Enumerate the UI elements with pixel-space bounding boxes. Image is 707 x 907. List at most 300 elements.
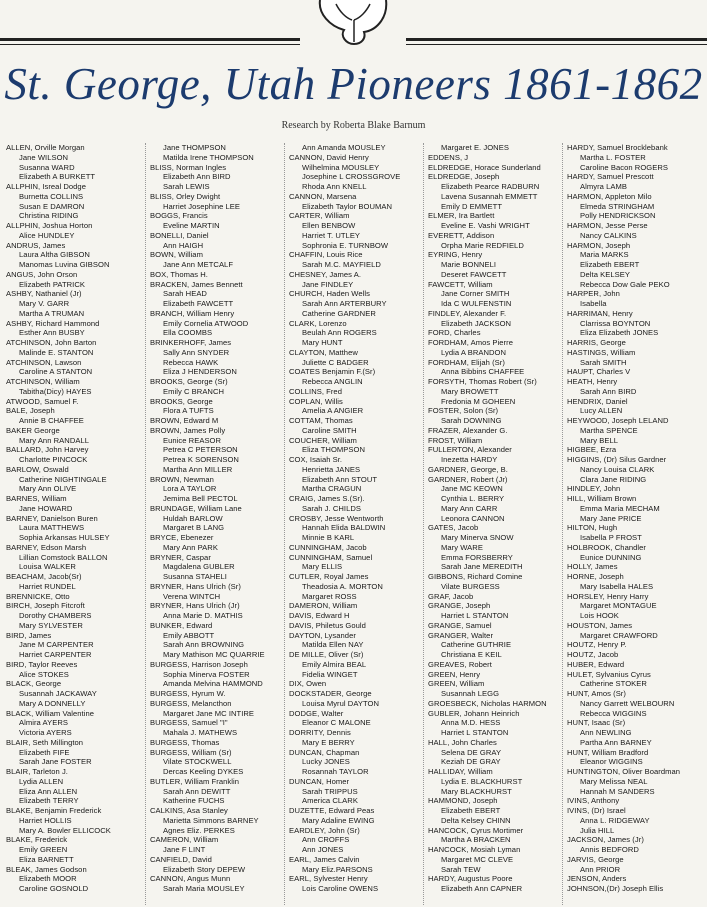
pioneer-entry: HARMON, Appleton Milo (567, 191, 652, 201)
pioneer-entry: HARPER, John (567, 289, 620, 299)
pioneer-entry: ANGUS, John Orson (6, 269, 78, 279)
spouse-entry: Mary SYLVESTER (19, 620, 83, 630)
page-title: St. George, Utah Pioneers 1861-1862 (4, 59, 703, 109)
spouse-entry: Eleanor C MALONE (302, 718, 371, 728)
spouse-entry: Keziah DE GRAY (441, 757, 501, 767)
spouse-entry: Anna Marie D. MATHIS (163, 611, 243, 620)
pioneer-entry: HOLBROOK, Chandler (567, 542, 646, 552)
spouse-entry: Sarah J. CHILDS (302, 503, 361, 513)
spouse-entry: Sarah Jane MEREDITH (441, 562, 523, 572)
spouse-entry: Martha A TRUMAN (19, 308, 85, 318)
pioneer-entry: BLACK, William Valentine (6, 708, 94, 718)
spouse-entry: Harriet HOLLIS (19, 815, 72, 825)
spouse-entry: Verena WINTCH (163, 591, 221, 601)
pioneer-entry: COTTAM, Thomas (289, 416, 353, 425)
header-rule-left-thin (0, 44, 300, 45)
spouse-entry: Martha A BRACKEN (441, 835, 511, 845)
spouse-entry: Delta KELSEY (580, 269, 630, 279)
pioneer-entry: COLLINS, Fred (289, 386, 342, 396)
pioneer-entry: BLAKE, Benjamin Frederick (6, 806, 102, 815)
pioneer-entry: COX, Isaiah Sr. (289, 455, 343, 464)
spouse-entry: Mary Minerva SNOW (441, 533, 514, 542)
pioneer-entry: DORRITY, Dennis (289, 728, 351, 737)
pioneer-entry: HARDY, Samuel Brocklebank (567, 143, 668, 152)
spouse-entry: Margaret MONTAGUE (580, 601, 657, 611)
spouse-entry: Anna M.D. HESS (441, 718, 501, 728)
spouse-entry: Jane Corner SMITH (441, 289, 510, 299)
spouse-entry: Mary ELLIS (302, 562, 343, 572)
pioneer-entry: BROOKS, George (150, 396, 213, 406)
spouse-entry: Annis BEDFORD (580, 845, 639, 854)
spouse-entry: Clara Jane RIDING (580, 474, 647, 484)
spouse-entry: Maria MARKS (580, 250, 629, 260)
spouse-entry: Juliette C BADGER (302, 357, 369, 367)
spouse-entry: Elizabeth FAWCETT (163, 299, 234, 308)
spouse-entry: Ann CROFFS (302, 835, 350, 845)
spouse-entry: Ida C WULFENSTIN (441, 299, 512, 308)
spouse-entry: Margaret Jane MC INTIRE (163, 708, 255, 718)
spouse-entry: Jane M CARPENTER (19, 640, 94, 650)
spouse-entry: Mary Ann CARR (441, 503, 498, 513)
pioneer-entry: BUTLER, William Franklin (150, 776, 239, 786)
spouse-entry: Catherine NIGHTINGALE (19, 474, 107, 484)
pioneer-entry: ATWOOD, Samuel F. (6, 396, 79, 406)
pioneer-entry: HORNE, Joseph (567, 572, 624, 581)
pioneer-entry: BOGGS, Francis (150, 211, 208, 221)
spouse-entry: Dorothy CHAMBERS (19, 611, 92, 620)
pioneer-entry: DUZETTE, Edward Peas (289, 806, 375, 815)
spouse-entry: Margaret MC CLEVE (441, 854, 514, 864)
spouse-entry: Harriet L STANTON (441, 611, 509, 620)
spouse-entry: Sarah Ann BIRD (580, 386, 637, 396)
header-rule-right (406, 38, 707, 41)
spouse-entry: Emily Almira BEAL (302, 659, 367, 669)
spouse-entry: Vilate BURGESS (441, 581, 500, 591)
pioneer-entry: COPLAN, Willis (289, 396, 343, 406)
spouse-entry: Delta Kelsey CHINN (441, 815, 511, 825)
spouse-entry: Mary BROWETT (441, 386, 499, 396)
pioneer-entry: CALKINS, Asa Stanley (150, 806, 228, 815)
spouse-entry: Nancy CALKINS (580, 230, 637, 240)
pioneer-column (562, 143, 701, 905)
pioneer-entry: IVINS, Anthony (567, 796, 620, 806)
spouse-entry: Martha Ann MILLER (163, 464, 233, 474)
spouse-entry: Emily Cornelia ATWOOD (163, 318, 249, 328)
pioneer-entry: GIBBONS, Richard Comine (428, 572, 523, 581)
spouse-entry: Sarah TRIPPUS (302, 786, 358, 796)
spouse-entry: Ellen BENBOW (302, 221, 356, 230)
spouse-entry: Mary BLACKHURST (441, 786, 512, 796)
cotton-boll-icon (300, 0, 406, 50)
spouse-entry: Sarah Jane FOSTER (19, 757, 92, 767)
spouse-entry: Tabitha(Dicy) HAYES (19, 386, 92, 396)
pioneer-entry: BARNES, William (6, 494, 67, 503)
spouse-entry: Magdalena GUBLER (163, 562, 235, 572)
pioneer-entry: CUNNINGHAM, Samuel (289, 552, 373, 562)
pioneer-entry: HIGGINS, (Dr) Silus Gardner (567, 455, 667, 464)
pioneer-entry: HARDY, Samuel Prescott (567, 172, 654, 182)
spouse-entry: Almyra LAMB (580, 182, 627, 191)
spouse-entry: Mary HUNT (302, 338, 343, 347)
spouse-entry: Eveline E. Vashi WRIGHT (441, 221, 530, 230)
pioneer-entry: CLARK, Lorenzo (289, 318, 347, 328)
spouse-entry: Margaret ROSS (302, 591, 357, 601)
spouse-entry: Eliza Ann ALLEN (19, 786, 78, 796)
pioneer-entry: FULLERTON, Alexander (428, 445, 512, 455)
pioneer-entry: BRYNER, Hans Ulrich (Sr) (150, 581, 241, 591)
spouse-entry: Lois Caroline OWENS (302, 884, 379, 893)
pioneer-entry: CRAIG, James S.(Sr). (289, 494, 365, 503)
spouse-entry: Harriet CARPENTER (19, 650, 92, 659)
spouse-entry: Ann NEWLING (580, 728, 632, 737)
pioneer-entry: GRANGER, Walter (428, 630, 494, 640)
pioneer-entry: FOSTER, Solon (Sr) (428, 406, 499, 416)
spouse-entry: Elizabeth Ann CAPNER (441, 884, 523, 893)
spouse-entry: Elizabeth PATRICK (19, 279, 85, 289)
spouse-entry: Mary Mathison MC QUARRIE (163, 650, 265, 659)
pioneer-entry: HEYWOOD, Joseph LELAND (567, 416, 669, 425)
pioneer-entry: FORDHAM, Elijah (Sr) (428, 357, 505, 367)
spouse-entry: Martha SPENCE (580, 425, 638, 435)
spouse-entry: Christiana E KEIL (441, 650, 502, 659)
pioneer-entry: BALLARD, John Harvey (6, 445, 89, 455)
spouse-entry: Ann PRIOR (580, 864, 621, 874)
spouse-entry: Lucy ALLEN (580, 406, 623, 416)
pioneer-entry: BIRD, James (6, 630, 52, 640)
spouse-entry: Eliza Elizabeth JONES (580, 328, 659, 338)
spouse-entry: Margaret E. JONES (441, 143, 509, 152)
pioneer-entry: HOLLY, James (567, 562, 618, 572)
pioneer-entry: GUBLER, Johann Heinrich (428, 708, 520, 718)
pioneer-entry: COATES Benjamin F.(Sr) (289, 367, 376, 377)
pioneer-entry: JARVIS, George (567, 854, 624, 864)
spouse-entry: Emily D EMMETT (441, 201, 503, 211)
pioneer-entry: BEACHAM, Jacob(Sr) (6, 572, 82, 581)
spouse-entry: Lillian Comstock BALLON (19, 552, 108, 562)
pioneer-entry: HANCOCK, Mosiah Lyman (428, 845, 521, 854)
pioneer-entry: HUBER, Edward (567, 659, 625, 669)
pioneer-entry: BARNEY, Edson Marsh (6, 542, 87, 552)
pioneer-entry: BOX, Thomas H. (150, 269, 208, 279)
spouse-entry: Jane WILSON (19, 152, 69, 162)
pioneer-entry: CUNNINGHAM, Jacob (289, 542, 367, 552)
page-subtitle: Research by Roberta Blake Barnum (281, 120, 426, 131)
pioneer-entry: ASHBY, Nathaniel (Jr) (6, 289, 82, 299)
pioneer-entry: BLAKE, Frederick (6, 835, 68, 845)
pioneer-entry: CHESNEY, James A. (289, 269, 362, 279)
spouse-entry: Mary A DONNELLY (19, 698, 86, 708)
spouse-entry: Jane HOWARD (19, 503, 73, 513)
spouse-entry: Sally Ann SNYDER (163, 347, 230, 357)
pioneer-entry: HUNT, Amos (Sr) (567, 689, 626, 698)
spouse-entry: Anna Bibbins CHAFFEE (441, 367, 525, 377)
pioneer-entry: EDDENS, J (428, 152, 469, 162)
spouse-entry: Marietta Simmons BARNEY (163, 815, 259, 825)
pioneer-entry: ELDREDGE, Joseph (428, 172, 500, 182)
pioneer-entry: HOUTZ, Henry P. (567, 640, 627, 650)
pioneer-entry: FROST, William (428, 435, 483, 445)
pioneer-entry: BURGESS, Samuel "I" (150, 718, 228, 728)
pioneer-entry: FINDLEY, Alexander F. (428, 308, 507, 318)
spouse-entry: Harriet L STANTON (441, 728, 509, 737)
pioneer-entry: FORSYTH, Thomas Robert (Sr) (428, 377, 537, 386)
spouse-entry: Catherine GARDNER (302, 308, 376, 318)
pioneer-entry: BAKER George (6, 425, 60, 435)
pioneer-entry: CANNON, David Henry (289, 152, 369, 162)
pioneer-entry: GRANGE, Joseph (428, 601, 491, 611)
pioneer-entry: DUNCAN, Chapman (289, 747, 360, 757)
spouse-entry: Emily ABBOTT (163, 630, 215, 640)
spouse-entry: Josephine L CROSSGROVE (302, 172, 401, 182)
header-rule-left (0, 38, 300, 41)
spouse-entry: Emma Maria MECHAM (580, 503, 660, 513)
spouse-entry: America CLARK (302, 796, 358, 806)
spouse-entry: Jane MC KEOWN (441, 484, 503, 494)
pioneer-entry: BRYNER, Hans Ulrich (Jr) (150, 601, 240, 611)
spouse-entry: Flora A TUFTS (163, 406, 214, 416)
spouse-entry: Agnes Eliz. PERKES (163, 825, 235, 835)
spouse-entry: Fidelia WINGET (302, 669, 358, 679)
spouse-entry: Margaret CRAWFORD (580, 630, 658, 640)
pioneer-entry: ATCHINSON, Lawson (6, 357, 82, 367)
pioneer-entry: JENSON, Anders (567, 874, 627, 884)
spouse-entry: Fredonia M GOHEEN (441, 396, 516, 406)
spouse-entry: Christina RIDING (19, 211, 79, 221)
pioneer-entry: BURGESS, William (Sr) (150, 747, 232, 757)
pioneer-entry: IVINS, (Dr) Israel (567, 806, 626, 815)
spouse-entry: Leonora CANNON (441, 513, 505, 523)
spouse-entry: Rebecca ANGLIN (302, 377, 363, 386)
spouse-entry: Clarrissa BOYNTON (580, 318, 651, 328)
pioneer-entry: DAYTON, Lysander (289, 630, 356, 640)
spouse-entry: Margaret B LANG (163, 523, 225, 533)
pioneer-entry: HALLIDAY, William (428, 767, 493, 776)
pioneer-entry: EARDLEY, John (Sr) (289, 825, 360, 835)
pioneer-entry: CUTLER, Royal James (289, 572, 369, 581)
spouse-entry: Mary V. GARR (19, 299, 70, 308)
pioneer-entry: GREAVES, Robert (428, 659, 492, 669)
spouse-entry: Elizabeth FIFE (19, 747, 70, 757)
pioneer-entry: ATCHINSON, John Barton (6, 338, 97, 347)
spouse-entry: Catherine GUTHRIE (441, 640, 512, 650)
pioneer-entry: BARLOW, Oswald (6, 464, 69, 474)
spouse-entry: Isabella P FROST (580, 533, 642, 542)
spouse-entry: Mary Adaline EWING (302, 815, 375, 825)
pioneer-entry: BIRCH, Joseph Fitcroft (6, 601, 85, 611)
pioneer-entry: FAWCETT, William (428, 279, 493, 289)
pioneer-entry: ATCHINSON, William (6, 377, 80, 386)
spouse-entry: Nancy Louisa CLARK (580, 464, 655, 474)
spouse-entry: Polly HENDRICKSON (580, 211, 656, 221)
spouse-entry: Caroline A STANTON (19, 367, 93, 377)
pioneer-entry: DIX, Owen (289, 679, 327, 689)
spouse-entry: Susan E DAMRON (19, 201, 85, 211)
pioneer-entry: ASHBY, Richard Hammond (6, 318, 100, 328)
spouse-entry: Eunice REASOR (163, 435, 222, 445)
pioneer-entry: HILL, William Brown (567, 494, 637, 503)
pioneer-entry: HEATH, Henry (567, 377, 618, 386)
pioneer-entry: ELDREDGE, Horace Sunderland (428, 162, 541, 172)
spouse-entry: Vilate STOCKWELL (163, 757, 232, 767)
pioneer-entry: BURGESS, Thomas (150, 737, 220, 747)
spouse-entry: Matilda Irene THOMPSON (163, 152, 254, 162)
spouse-entry: Lucky JONES (302, 757, 350, 767)
pioneer-entry: DAMERON, William (289, 601, 358, 611)
pioneer-entry: EARL, James Calvin (289, 854, 360, 864)
spouse-entry: Eliza THOMPSON (302, 445, 366, 455)
pioneer-entry: HORSLEY, Henry Harry (567, 591, 649, 601)
pioneer-entry: DAVIS, Edward H (289, 611, 350, 620)
spouse-entry: Sarah LEWIS (163, 182, 210, 191)
spouse-entry: Harriet RUNDEL (19, 581, 76, 591)
pioneer-entry: JACKSON, James (Jr) (567, 835, 644, 845)
spouse-entry: Sophia Minerva FOSTER (163, 669, 250, 679)
pioneer-entry: BOWN, William (150, 250, 203, 260)
spouse-entry: Annie B CHAFFEE (19, 416, 84, 425)
spouse-entry: Burnetta COLLINS (19, 191, 84, 201)
pioneer-entry: HARMON, Joseph (567, 240, 631, 250)
pioneer-entry: CLAYTON, Matthew (289, 347, 358, 357)
pioneer-entry: HARDY, Augustus Poore (428, 874, 513, 884)
spouse-entry: Eleanor WIGGINS (580, 757, 643, 767)
spouse-entry: Huldah BARLOW (163, 513, 223, 523)
spouse-entry: Victoria AYERS (19, 728, 72, 737)
spouse-entry: Alice STOKES (19, 669, 69, 679)
pioneer-entry: HUNTINGTON, Oliver Boardman (567, 767, 681, 776)
pioneer-column (6, 143, 145, 905)
spouse-entry: Ann JONES (302, 845, 344, 854)
pioneer-entry: BLISS, Orley Dwight (150, 191, 221, 201)
pioneer-entry: FORDHAM, Amos Pierre (428, 338, 513, 347)
spouse-entry: Caroline SMITH (302, 425, 357, 435)
spouse-entry: Minnie B KARL (302, 533, 355, 542)
spouse-entry: Sarah DOWNING (441, 416, 502, 425)
spouse-entry: Orpha Marie REDFIELD (441, 240, 524, 250)
spouse-entry: Caroline Bacon ROGERS (580, 162, 668, 172)
spouse-entry: Mary WARE (441, 542, 483, 552)
spouse-entry: Dercas Keeling DYKES (163, 767, 244, 776)
spouse-entry: Theadosia A. MORTON (302, 581, 383, 591)
pioneer-entry: EYRING, Henry (428, 250, 483, 260)
pioneer-entry: BALE, Joseph (6, 406, 55, 416)
pioneer-entry: BRACKEN, James Bennett (150, 279, 243, 289)
pioneer-entry: HANCOCK, Cyrus Mortimer (428, 825, 524, 835)
pioneer-column (284, 143, 423, 905)
spouse-entry: Rebecca HAWK (163, 357, 219, 367)
pioneer-entry: HUNT, William Bradford (567, 747, 649, 757)
spouse-entry: Louisa WALKER (19, 562, 76, 572)
spouse-entry: Elizabeth TERRY (19, 796, 79, 806)
spouse-entry: Amelia A ANGIER (302, 406, 364, 416)
pioneer-entry: HOUTZ, Jacob (567, 650, 619, 659)
pioneer-entry: BLEAK, James Godson (6, 864, 87, 874)
pioneer-entry: CROSBY, Jesse Wentworth (289, 513, 384, 523)
pioneer-entry: HALL, John Charles (428, 737, 497, 747)
spouse-entry: Mary Ann OLIVE (19, 484, 77, 494)
spouse-entry: Mary Melissa NEAL (580, 776, 648, 786)
pioneer-entry: ELMER, Ira Bartlett (428, 211, 495, 221)
pioneer-entry: FRAZER, Alexander G. (428, 425, 508, 435)
pioneer-entry: BONELLI, Daniel (150, 230, 209, 240)
spouse-entry: Lora A TAYLOR (163, 484, 217, 494)
spouse-entry: Jane FINDLEY (302, 279, 354, 289)
spouse-entry: Sarah Ann BROWNING (163, 640, 245, 650)
spouse-entry: Eliza BARNETT (19, 854, 74, 864)
pioneer-entry: CARTER, William (289, 211, 350, 221)
pioneer-entry: EARL, Sylvester Henry (289, 874, 368, 884)
spouse-entry: Mary Isabella HALES (580, 581, 654, 591)
spouse-entry: Elizabeth EBERT (580, 260, 640, 269)
pioneer-entry: BRINKERHOFF, James (150, 338, 232, 347)
spouse-entry: Almira AYERS (19, 718, 68, 728)
pioneer-entry: BRUNDAGE, William Lane (150, 503, 242, 513)
pioneer-entry: EVERETT, Addison (428, 230, 495, 240)
pioneer-entry: GARDNER, Robert (Jr) (428, 474, 508, 484)
spouse-entry: Elizabeth JACKSON (441, 318, 512, 328)
spouse-entry: Laura MATTHEWS (19, 523, 85, 533)
pioneer-entry: GRANGE, Samuel (428, 620, 492, 630)
spouse-entry: Lydia A BRANDON (441, 347, 507, 357)
pioneer-entry: BLACK, George (6, 679, 62, 689)
pioneer-entry: DAVIS, Philetus Gould (289, 620, 366, 630)
spouse-entry: Susannah LEGG (441, 689, 500, 698)
spouse-entry: Harriet Josephine LEE (163, 201, 241, 211)
spouse-entry: Elizabeth Story DEPEW (163, 864, 246, 874)
spouse-entry: Caroline GOSNOLD (19, 884, 89, 893)
pioneer-entry: HARRIS, George (567, 338, 626, 347)
pioneer-entry: BROWN, James Polly (150, 425, 226, 435)
header-rule-right-thin (406, 44, 707, 45)
spouse-entry: Wilhelmina MOUSLEY (302, 162, 380, 172)
spouse-entry: Martha CRAGUN (302, 484, 362, 494)
pioneer-entry: BRANCH, William Henry (150, 308, 235, 318)
pioneer-entry: HARMON, Jesse Perse (567, 221, 648, 230)
spouse-entry: Emily C BRANCH (163, 386, 225, 396)
pioneer-entry: HENDRIX, Daniel (567, 396, 628, 406)
pioneer-entry: JOHNSON,(Dr) Joseph Ellis (567, 884, 664, 893)
pioneer-entry: CANNON, Angus Munn (150, 874, 231, 884)
spouse-entry: Sophronia E. TURNBOW (302, 240, 389, 250)
pioneer-entry: CAMERON, William (150, 835, 219, 845)
spouse-entry: Ann HAIGH (163, 240, 204, 250)
spouse-entry: Esther Ann BUSBY (19, 328, 85, 338)
spouse-entry: Harriet T. UTLEY (302, 230, 361, 240)
spouse-entry: Henrietta JANES (302, 464, 361, 474)
spouse-entry: Jane THOMPSON (163, 143, 226, 152)
pioneer-entry: BUNKER, Edward (150, 620, 213, 630)
spouse-entry: Eunice DUNNING (580, 552, 642, 562)
pioneer-entry: BROOKS, George (Sr) (150, 377, 228, 386)
spouse-entry: Sarah Maria MOUSLEY (163, 884, 245, 893)
pioneer-entry: HIGBEE, Ezra (567, 445, 617, 455)
spouse-entry: Rosannah TAYLOR (302, 767, 369, 776)
spouse-entry: Charlotte PINCOCK (19, 455, 88, 464)
pioneer-entry: HULET, Sylvanius Cyrus (567, 669, 651, 679)
spouse-entry: Martha L. FOSTER (580, 152, 646, 162)
pioneer-entry: BLAIR, Tarleton J. (6, 767, 68, 776)
spouse-entry: Beulah Ann ROGERS (302, 328, 377, 338)
spouse-entry: Ella COOMBS (163, 328, 213, 338)
spouse-entry: Lavena Susannah EMMETT (441, 191, 538, 201)
spouse-entry: Emily GREEN (19, 845, 68, 854)
pioneer-entry: DE MILLE, Oliver (Sr) (289, 650, 364, 659)
pioneer-entry: HAMMOND, Joseph (428, 796, 498, 806)
spouse-entry: Manomas Luvina GIBSON (19, 260, 110, 269)
spouse-entry: Eliza J HENDERSON (163, 367, 237, 377)
pioneer-entry: ANDRUS, James (6, 240, 66, 250)
pioneer-entry: HINDLEY, John (567, 484, 621, 494)
pioneer-entry: BLAIR, Seth Millington (6, 737, 84, 747)
